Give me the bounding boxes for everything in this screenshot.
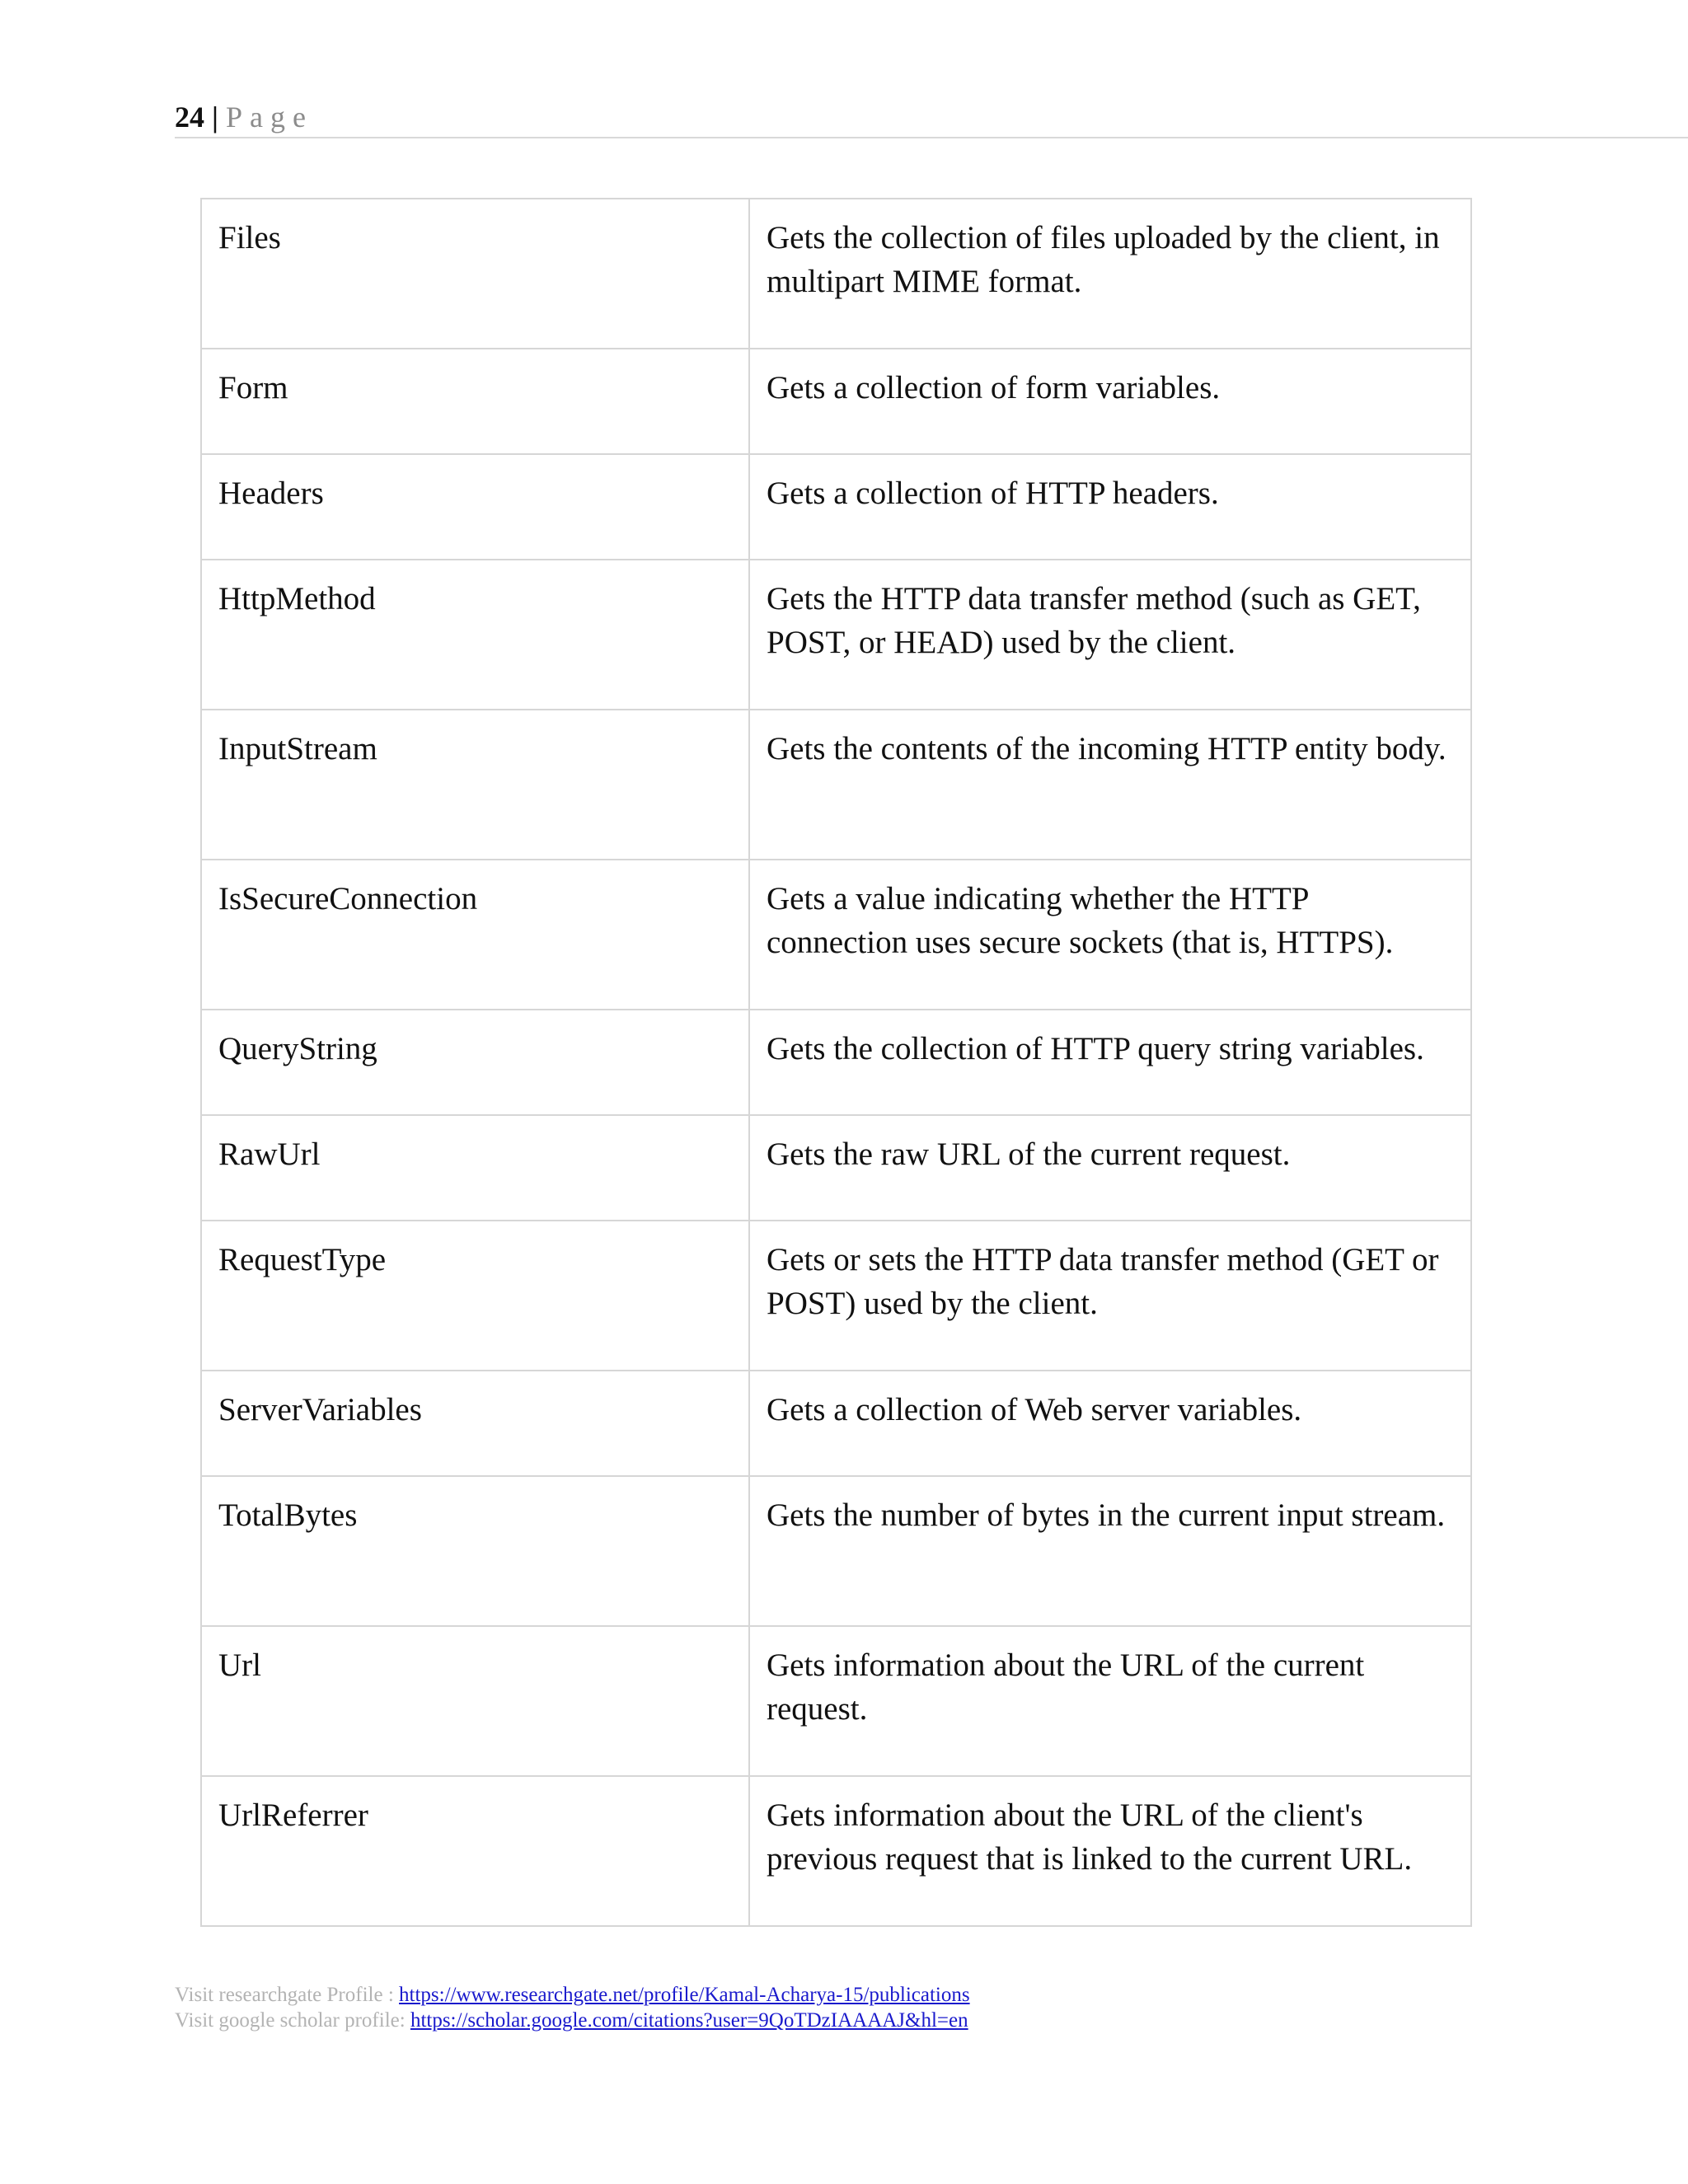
property-name-cell: RequestType [201,1221,749,1371]
table-row [201,1221,1471,1371]
property-name-cell: RawUrl [201,1115,749,1221]
properties-table-body [201,199,1471,1926]
table-row [201,1371,1471,1476]
footer [175,1982,970,2033]
property-name-cell: Url [201,1626,749,1776]
property-description-cell: Gets information about the URL of the client's previous request that is linked to the current URL. [749,1776,1471,1926]
page-number: 24 [175,101,204,134]
property-description-cell: Gets the raw URL of the current request. [749,1115,1471,1221]
property-description-cell: Gets or sets the HTTP data transfer method (GET or POST) used by the client. [749,1221,1471,1371]
property-name-cell: Headers [201,454,749,560]
footer-scholar-line [175,2008,970,2033]
table-row [201,1010,1471,1115]
property-name-cell: UrlReferrer [201,1776,749,1926]
property-name-cell: TotalBytes [201,1476,749,1626]
properties-table [200,198,1472,1927]
property-description-cell: Gets a collection of HTTP headers. [749,454,1471,560]
table-row [201,349,1471,454]
table-row [201,1626,1471,1776]
scholar-label: Visit google scholar profile: [175,2009,410,2032]
scholar-link[interactable]: https://scholar.google.com/citations?user=9QoTDzIAAAAJ&hl=en [410,2009,968,2032]
property-description-cell: Gets a collection of form variables. [749,349,1471,454]
property-description-cell: Gets the contents of the incoming HTTP entity body. [749,710,1471,860]
table-row [201,710,1471,860]
property-name-cell: InputStream [201,710,749,860]
researchgate-link[interactable]: https://www.researchgate.net/profile/Kamal-Acharya-15/publications [399,1984,970,2006]
table-row [201,1776,1471,1926]
property-description-cell: Gets a value indicating whether the HTTP connection uses secure sockets (that is, HTTPS). [749,860,1471,1010]
table-row [201,199,1471,349]
property-description-cell: Gets a collection of Web server variables. [749,1371,1471,1476]
property-name-cell: IsSecureConnection [201,860,749,1010]
researchgate-label: Visit researchgate Profile : [175,1984,400,2006]
property-name-cell: ServerVariables [201,1371,749,1476]
property-name-cell: Files [201,199,749,349]
property-description-cell: Gets the HTTP data transfer method (such as GET, POST, or HEAD) used by the client. [749,560,1471,710]
table-row [201,1115,1471,1221]
property-description-cell: Gets the number of bytes in the current input stream. [749,1476,1471,1626]
footer-researchgate-line [175,1982,970,2008]
property-name-cell: QueryString [201,1010,749,1115]
page-separator: | [212,101,218,134]
property-description-cell: Gets information about the URL of the current request. [749,1626,1471,1776]
page-header [175,99,1688,138]
property-name-cell: Form [201,349,749,454]
table-row [201,560,1471,710]
table-row [201,860,1471,1010]
page-label: Page [225,101,313,134]
property-name-cell: HttpMethod [201,560,749,710]
property-description-cell: Gets the collection of files uploaded by the client, in multipart MIME format. [749,199,1471,349]
property-description-cell: Gets the collection of HTTP query string variables. [749,1010,1471,1115]
table-row [201,1476,1471,1626]
table-row [201,454,1471,560]
